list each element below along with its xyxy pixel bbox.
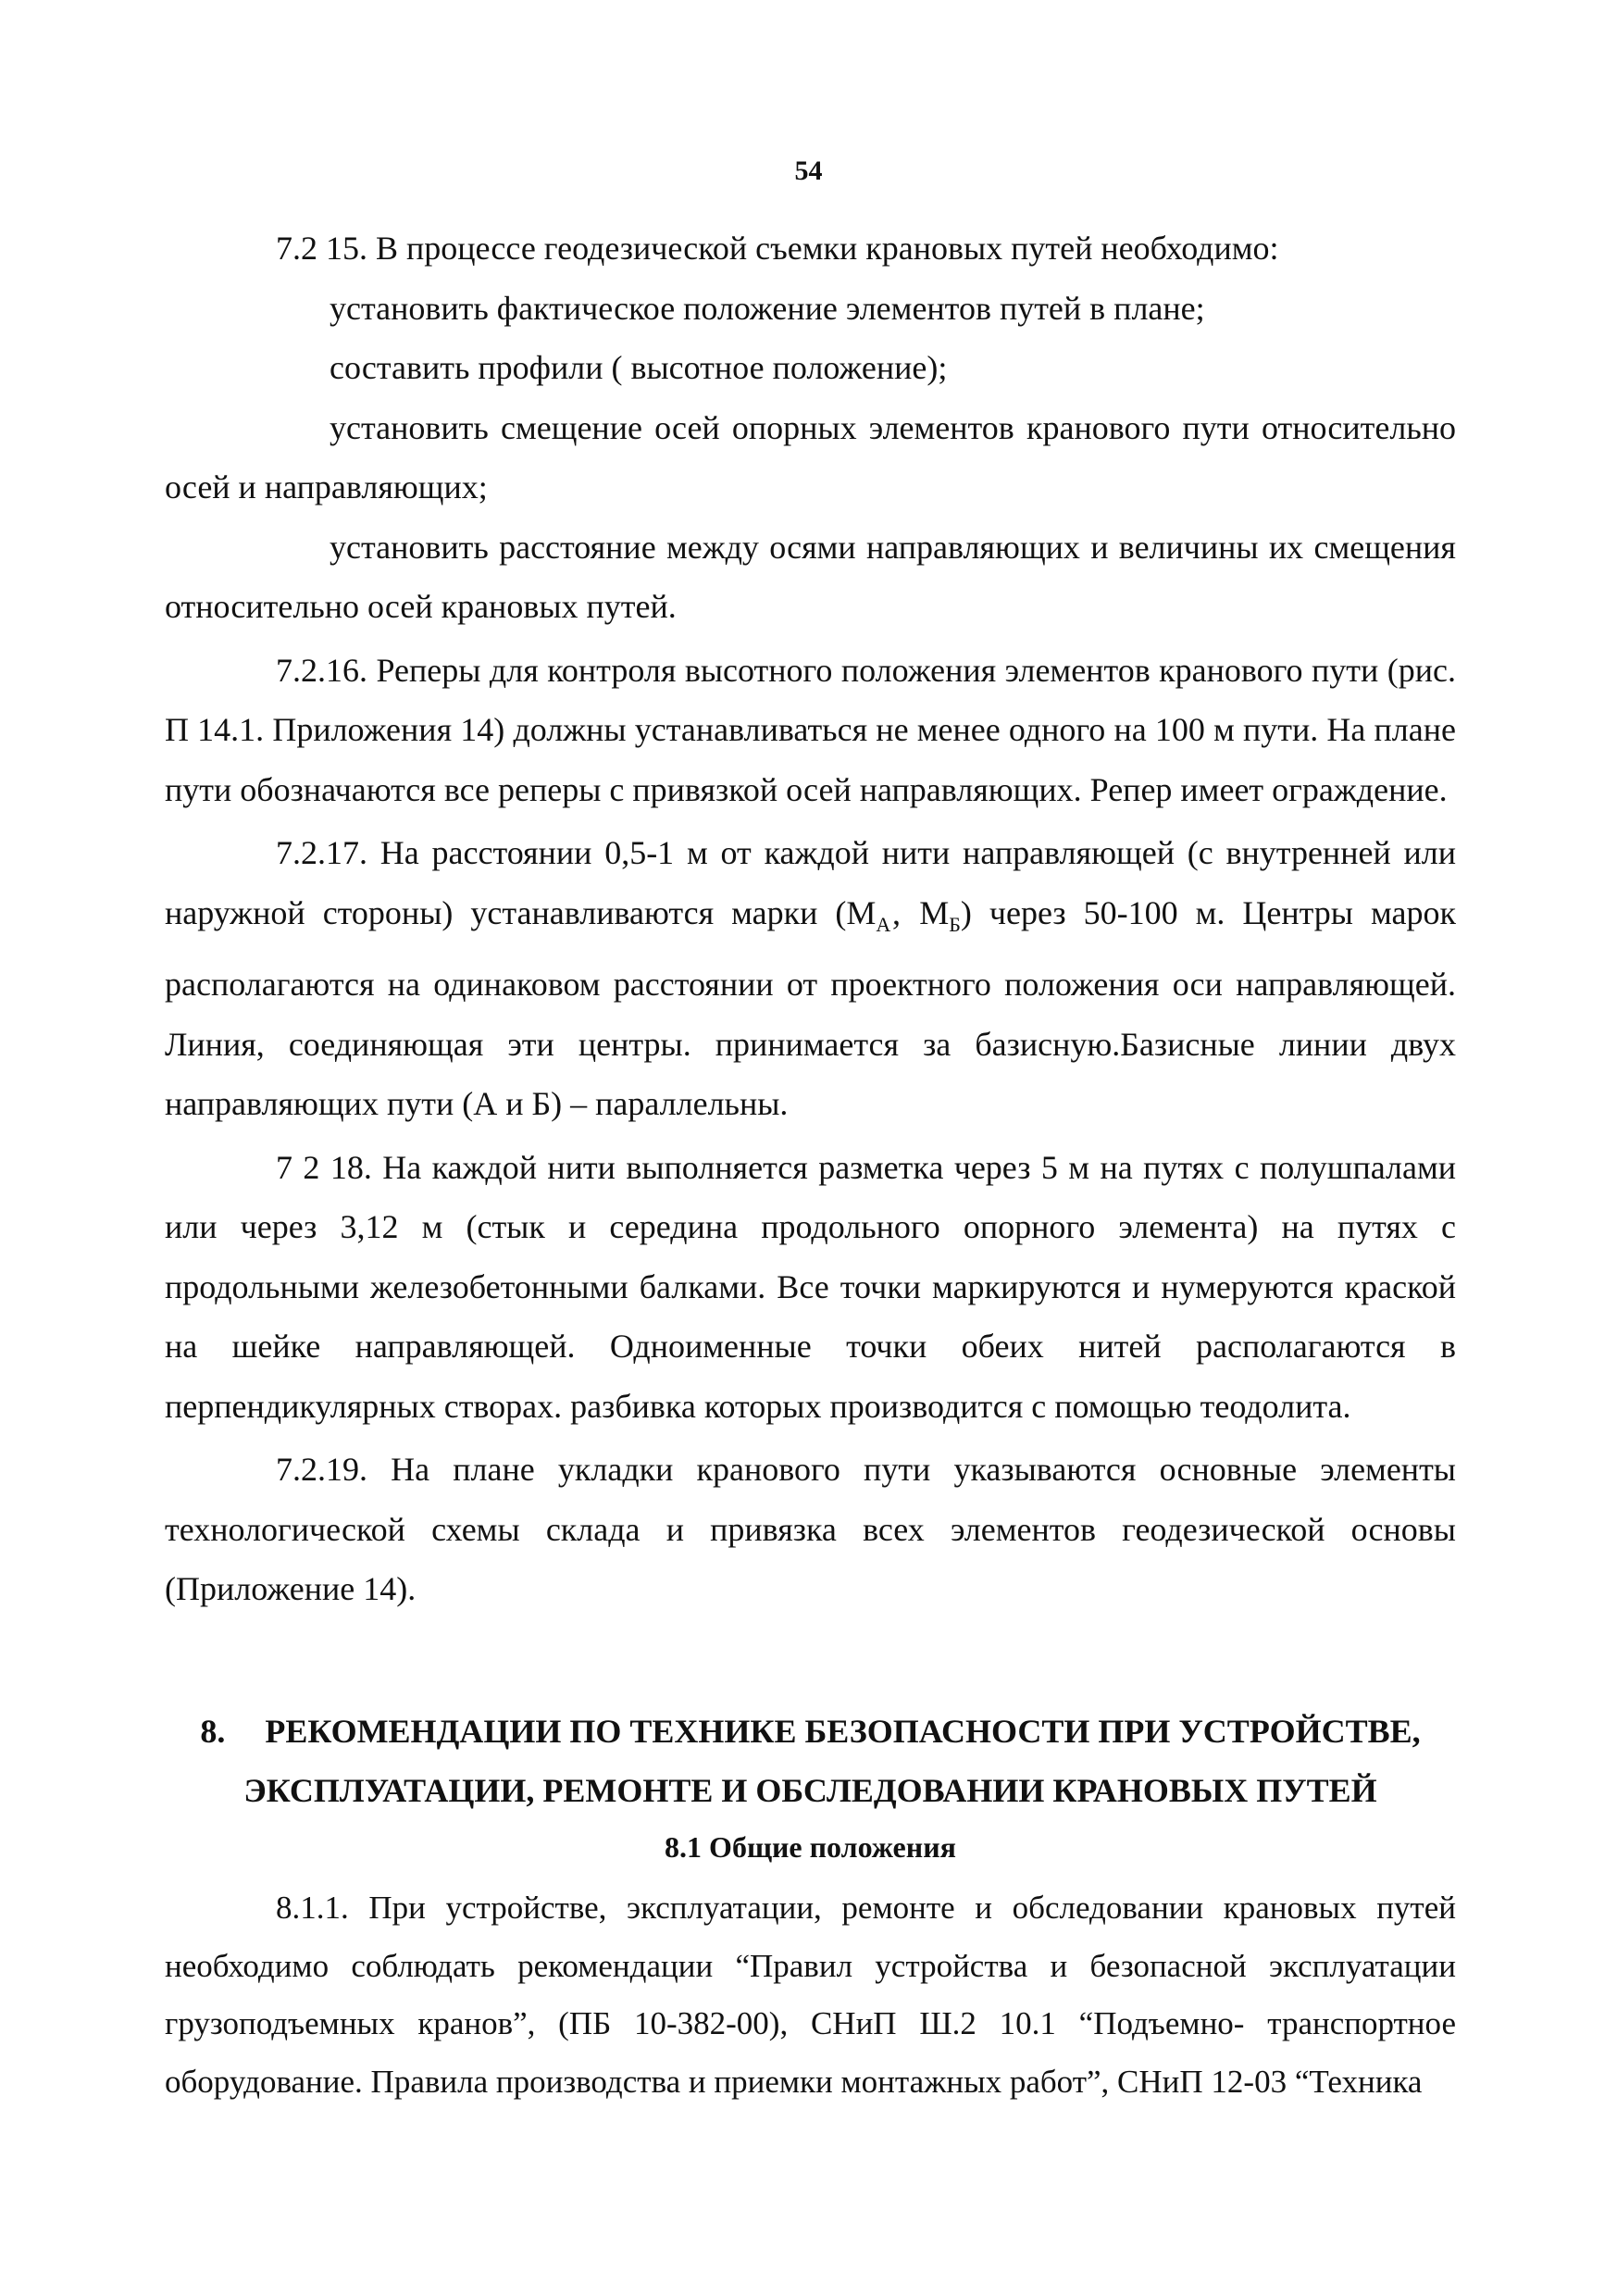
page-number: 54 — [794, 156, 823, 186]
paragraph-7-2-15-item-4: установить расстояние между осями направляющих и величины их смещения относительно осей крановых путей. — [165, 528, 1456, 625]
body-text — [165, 218, 1456, 1619]
section-number: 8. — [200, 1713, 226, 1750]
paragraph-7-2-19: 7.2.19. На плане укладки кранового пути указываются основные элементы технологической схемы склада и привязка всех элементов геодезической основы (Приложение 14). — [165, 1451, 1456, 1608]
subsection-8-1-title: 8.1 Общие положения — [665, 1830, 956, 1864]
paragraph-7-2-17-part-a: 7.2.17. На расстоянии 0,5-1 м от каждой нити направляющей (с внутренней или наружной стороны) устанавливаются марки (М — [165, 834, 1456, 931]
paragraph-7-2-15-item-2: составить профили ( высотное положение); — [330, 349, 948, 386]
paragraph-7-2-17-part-b: ) через 50-100 м. Центры марок располагаются на одинаковом расстоянии от проектного положения оси направляющей. Линия, соединяющая эти центры. принимается за базисную.Базисные линии двух направляющих пути (А и Б) – параллельны. — [165, 893, 1456, 1123]
paragraph-7-2-17 — [165, 823, 1456, 1134]
mark-separator: ‚ М — [890, 893, 950, 931]
paragraph-7-2-16: 7.2.16. Реперы для контроля высотного положения элементов кранового пути (рис. П 14.1. Приложения 14) должны устанавливаться не менее одного на 100 м пути. На плане пути обозначаются все реперы с привязкой осей направляющих. Репер имеет ограждение. — [165, 651, 1456, 808]
section-title-line-1: РЕКОМЕНДАЦИИ ПО ТЕХНИКЕ БЕЗОПАСНОСТИ ПРИ УСТРОЙСТВЕ, — [265, 1713, 1421, 1750]
paragraph-8-1-1: 8.1.1. При устройстве, эксплуатации, ремонте и обследовании крановых путей необходимо соблюдать рекомендации “Правил устройства и безопасной эксплуатации грузоподъемных кранов”, (ПБ 10-382-00), СНиП Ш.2 10.1 “Подъемно- транспортное оборудование. Правила производства и приемки монтажных работ”, СНиП 12-03 “Техника — [165, 1890, 1456, 2100]
mark-subscript-a: А — [876, 912, 891, 936]
paragraph-7-2-15-item-3: установить смещение осей опорных элементов кранового пути относительно осей и направляющих; — [165, 408, 1456, 505]
section-8-heading — [165, 1702, 1456, 1820]
section-8-heading-line-1 — [165, 1702, 1456, 1761]
paragraph-7-2-15-item-1: установить фактическое положение элементов путей в плане; — [330, 289, 1205, 327]
mark-subscript-b: Б — [949, 912, 961, 936]
section-title-line-2: ЭКСПЛУАТАЦИИ, РЕМОНТЕ И ОБСЛЕДОВАНИИ КРАНОВЫХ ПУТЕЙ — [243, 1772, 1377, 1809]
section-8-text — [165, 1879, 1456, 2111]
paragraph-7-2-18: 7 2 18. На каждой нити выполняется разметка через 5 м на путях с полушпалами или через 3,12 м (стык и середина продольного опорного элемента) на путях с продольными железобетонными балками. Все точки маркируются и нумеруются краской на шейке направляющей. Одноименные точки обеих нитей располагаются в перпендикулярных створах. разбивка которых производится с помощью теодолита. — [165, 1148, 1456, 1425]
paragraph-7-2-15-intro: 7.2 15. В процессе геодезической съемки крановых путей необходимо: — [276, 230, 1279, 267]
